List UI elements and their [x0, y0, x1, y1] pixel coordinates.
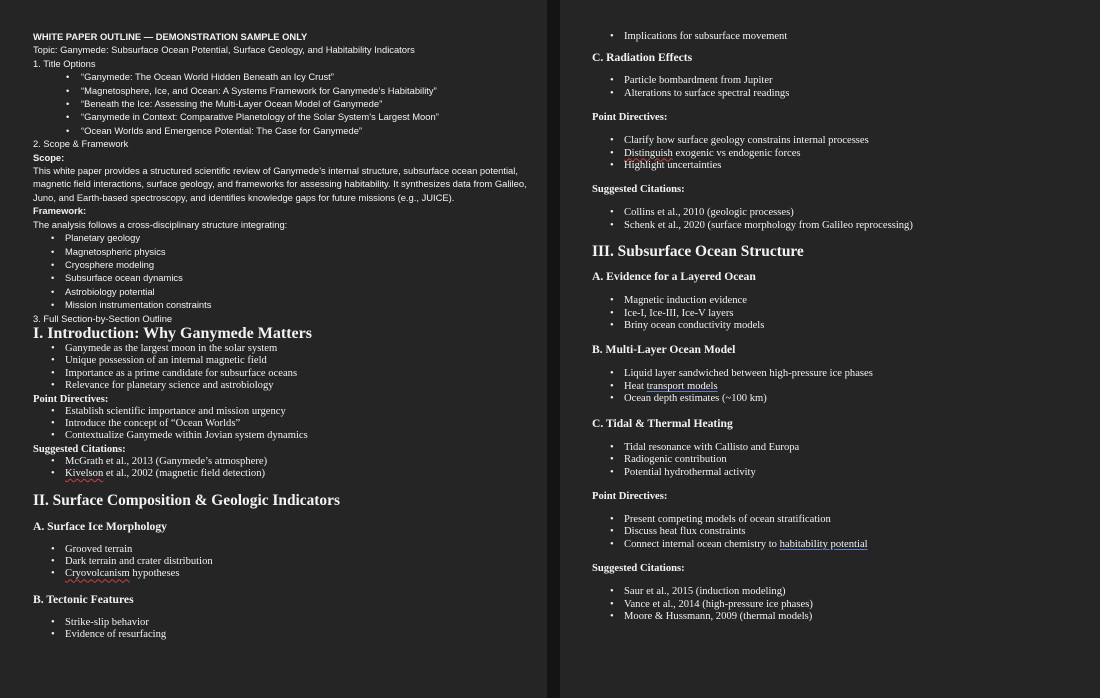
section-1-title: I. Introduction: Why Ganymede Matters [33, 324, 312, 342]
list-item [592, 381, 1092, 393]
subsection-a-list [33, 544, 533, 581]
subsection-c-title: C. Tidal & Thermal Heating [592, 416, 733, 430]
list-item [33, 568, 533, 580]
list-item: • Moore & Hussmann, 2009 (thermal models) [592, 611, 1092, 623]
intro-directives-list [33, 406, 533, 443]
framework-list [33, 231, 533, 311]
list-item: • Highlight uncertainties [592, 160, 1092, 172]
title-options-heading: 1. Title Options [33, 57, 96, 69]
list-item: • Magnetic induction evidence [592, 295, 1092, 307]
title-options-list [33, 70, 533, 137]
list-item: • Relevance for planetary science and astrobiology [33, 380, 533, 392]
list-item: • Particle bombardment from Jupiter [592, 75, 1092, 87]
section-2-title: II. Surface Composition & Geologic Indicators [33, 491, 340, 509]
point-directives-label: Point Directives: [33, 393, 109, 405]
citations-list [592, 586, 1092, 623]
section-3-title: III. Subsurface Ocean Structure [592, 243, 804, 261]
citations-list [592, 207, 1092, 232]
list-item: • Radiogenic contribution [592, 454, 1092, 466]
scope-paragraph: This white paper provides a structured scientific review of Ganymede’s internal structure, subsurface ocean potential, magnetic field interactions, surface geology, and frameworks for assessing habitability. It synthesizes data from Galileo, Juno, and Earth-based spectroscopy, and identifies knowledge gaps for future missions (e.g., JUICE). [33, 165, 527, 203]
grammar-flagged-phrase[interactable]: habitability potential [779, 538, 868, 550]
point-directives-label: Point Directives: [592, 490, 668, 502]
list-item: • Present competing models of ocean stratification [592, 514, 1092, 526]
subsection-b-title: B. Tectonic Features [33, 592, 134, 606]
list-item: • Tidal resonance with Callisto and Europa [592, 442, 1092, 454]
list-item: • Collins et al., 2010 (geologic processes) [592, 207, 1092, 219]
document-page-right[interactable] [560, 0, 1100, 698]
list-item: • Subsurface ocean dynamics [33, 271, 533, 284]
list-item: • McGrath et al., 2013 (Ganymede’s atmosphere) [33, 456, 533, 468]
outline-heading: 3. Full Section-by-Section Outline [33, 312, 173, 324]
radiation-title: C. Radiation Effects [592, 51, 693, 65]
list-item: • Ganymede as the largest moon in the solar system [33, 343, 533, 355]
list-item: • Unique possession of an internal magnetic field [33, 355, 533, 367]
subsection-b-list [33, 617, 533, 642]
list-item: • Establish scientific importance and mission urgency [33, 406, 533, 418]
scope-label: Scope: [33, 151, 65, 163]
spellcheck-word[interactable]: Kivelson [65, 468, 104, 480]
list-item: • Astrobiology potential [33, 285, 533, 298]
document-header: WHITE PAPER OUTLINE — DEMONSTRATION SAMPLE ONLY [33, 31, 308, 42]
topic-line: Topic: Ganymede: Subsurface Ocean Potential, Surface Geology, and Habitability Indicators [33, 44, 415, 56]
list-item: • Contextualize Ganymede within Jovian system dynamics [33, 430, 533, 442]
intro-list [33, 343, 533, 393]
list-item: • Saur et al., 2015 (induction modeling) [592, 586, 1092, 598]
suggested-citations-label: Suggested Citations: [592, 563, 685, 575]
scope-heading: 2. Scope & Framework [33, 138, 129, 150]
subsection-b-list [592, 368, 1092, 405]
list-item: • “Ganymede in Context: Comparative Planetology of the Solar System’s Largest Moon” [33, 110, 533, 123]
item-text: Heat [624, 380, 647, 392]
subsection-a-title: A. Evidence for a Layered Ocean [592, 270, 756, 284]
list-item: • “Magnetosphere, Ice, and Ocean: A Systems Framework for Ganymede’s Habitability” [33, 84, 533, 97]
framework-intro: The analysis follows a cross-disciplinary structure integrating: [33, 218, 288, 230]
list-item: • Importance as a prime candidate for subsurface oceans [33, 368, 533, 380]
list-item: • Briny ocean conductivity models [592, 320, 1092, 332]
list-item: • Ice-I, Ice-III, Ice-V layers [592, 308, 1092, 320]
grammar-flagged-phrase[interactable]: transport models [646, 380, 718, 392]
item-text: exogenic vs endogenic forces [672, 147, 801, 159]
spellcheck-word[interactable]: Distinguish [624, 147, 673, 159]
radiation-list [592, 75, 1092, 100]
list-item: • Dark terrain and crater distribution [33, 556, 533, 568]
list-item [592, 539, 1092, 551]
item-text: Connect internal ocean chemistry to [624, 538, 780, 550]
list-item: • Cryosphere modeling [33, 258, 533, 271]
subsection-a-title: A. Surface Ice Morphology [33, 519, 167, 533]
list-item: • “Ocean Worlds and Emergence Potential: The Case for Ganymede” [33, 124, 533, 137]
list-item: • “Beneath the Ice: Assessing the Multi-Layer Ocean Model of Ganymede” [33, 97, 533, 110]
subsection-b-title: B. Multi-Layer Ocean Model [592, 343, 736, 357]
list-item: • Magnetospheric physics [33, 245, 533, 258]
intro-citations-list [33, 456, 533, 481]
page-content [33, 30, 533, 642]
list-item: • “Ganymede: The Ocean World Hidden Beneath an Icy Crust” [33, 70, 533, 83]
spellcheck-word[interactable]: Cryovolcanism [65, 568, 130, 580]
subsection-a-list [592, 295, 1092, 332]
page-gutter [547, 0, 560, 698]
item-text: hypotheses [129, 568, 180, 580]
list-item: • Mission instrumentation constraints [33, 298, 533, 311]
point-directives-label: Point Directives: [592, 112, 668, 124]
list-item: • Planetary geology [33, 231, 533, 244]
framework-label: Framework: [33, 205, 87, 217]
subsection-c-list [592, 442, 1092, 479]
list-item [33, 468, 533, 480]
list-item: • Clarify how surface geology constrains internal processes [592, 135, 1092, 147]
list-item: • Discuss heat flux constraints [592, 526, 1092, 538]
citation-text: et al., 2002 (magnetic field detection) [103, 468, 266, 480]
suggested-citations-label: Suggested Citations: [33, 443, 126, 455]
list-item: • Evidence of resurfacing [33, 629, 533, 641]
carryover-list [592, 31, 1092, 43]
page-content [592, 31, 1092, 623]
list-item: • Implications for subsurface movement [592, 31, 1092, 43]
directives-list [592, 135, 1092, 172]
list-item: • Introduce the concept of “Ocean Worlds” [33, 418, 533, 430]
list-item: • Strike-slip behavior [33, 617, 533, 629]
list-item: • Schenk et al., 2020 (surface morphology from Galileo reprocessing) [592, 220, 1092, 232]
list-item: • Liquid layer sandwiched between high-pressure ice phases [592, 368, 1092, 380]
list-item: • Ocean depth estimates (~100 km) [592, 393, 1092, 405]
list-item: • Potential hydrothermal activity [592, 467, 1092, 479]
directives-list [592, 514, 1092, 551]
document-page-left[interactable] [0, 0, 547, 698]
list-item: • Vance et al., 2014 (high-pressure ice phases) [592, 599, 1092, 611]
list-item: • Alterations to surface spectral readings [592, 88, 1092, 100]
list-item [592, 148, 1092, 160]
suggested-citations-label: Suggested Citations: [592, 184, 685, 196]
list-item: • Grooved terrain [33, 544, 533, 556]
